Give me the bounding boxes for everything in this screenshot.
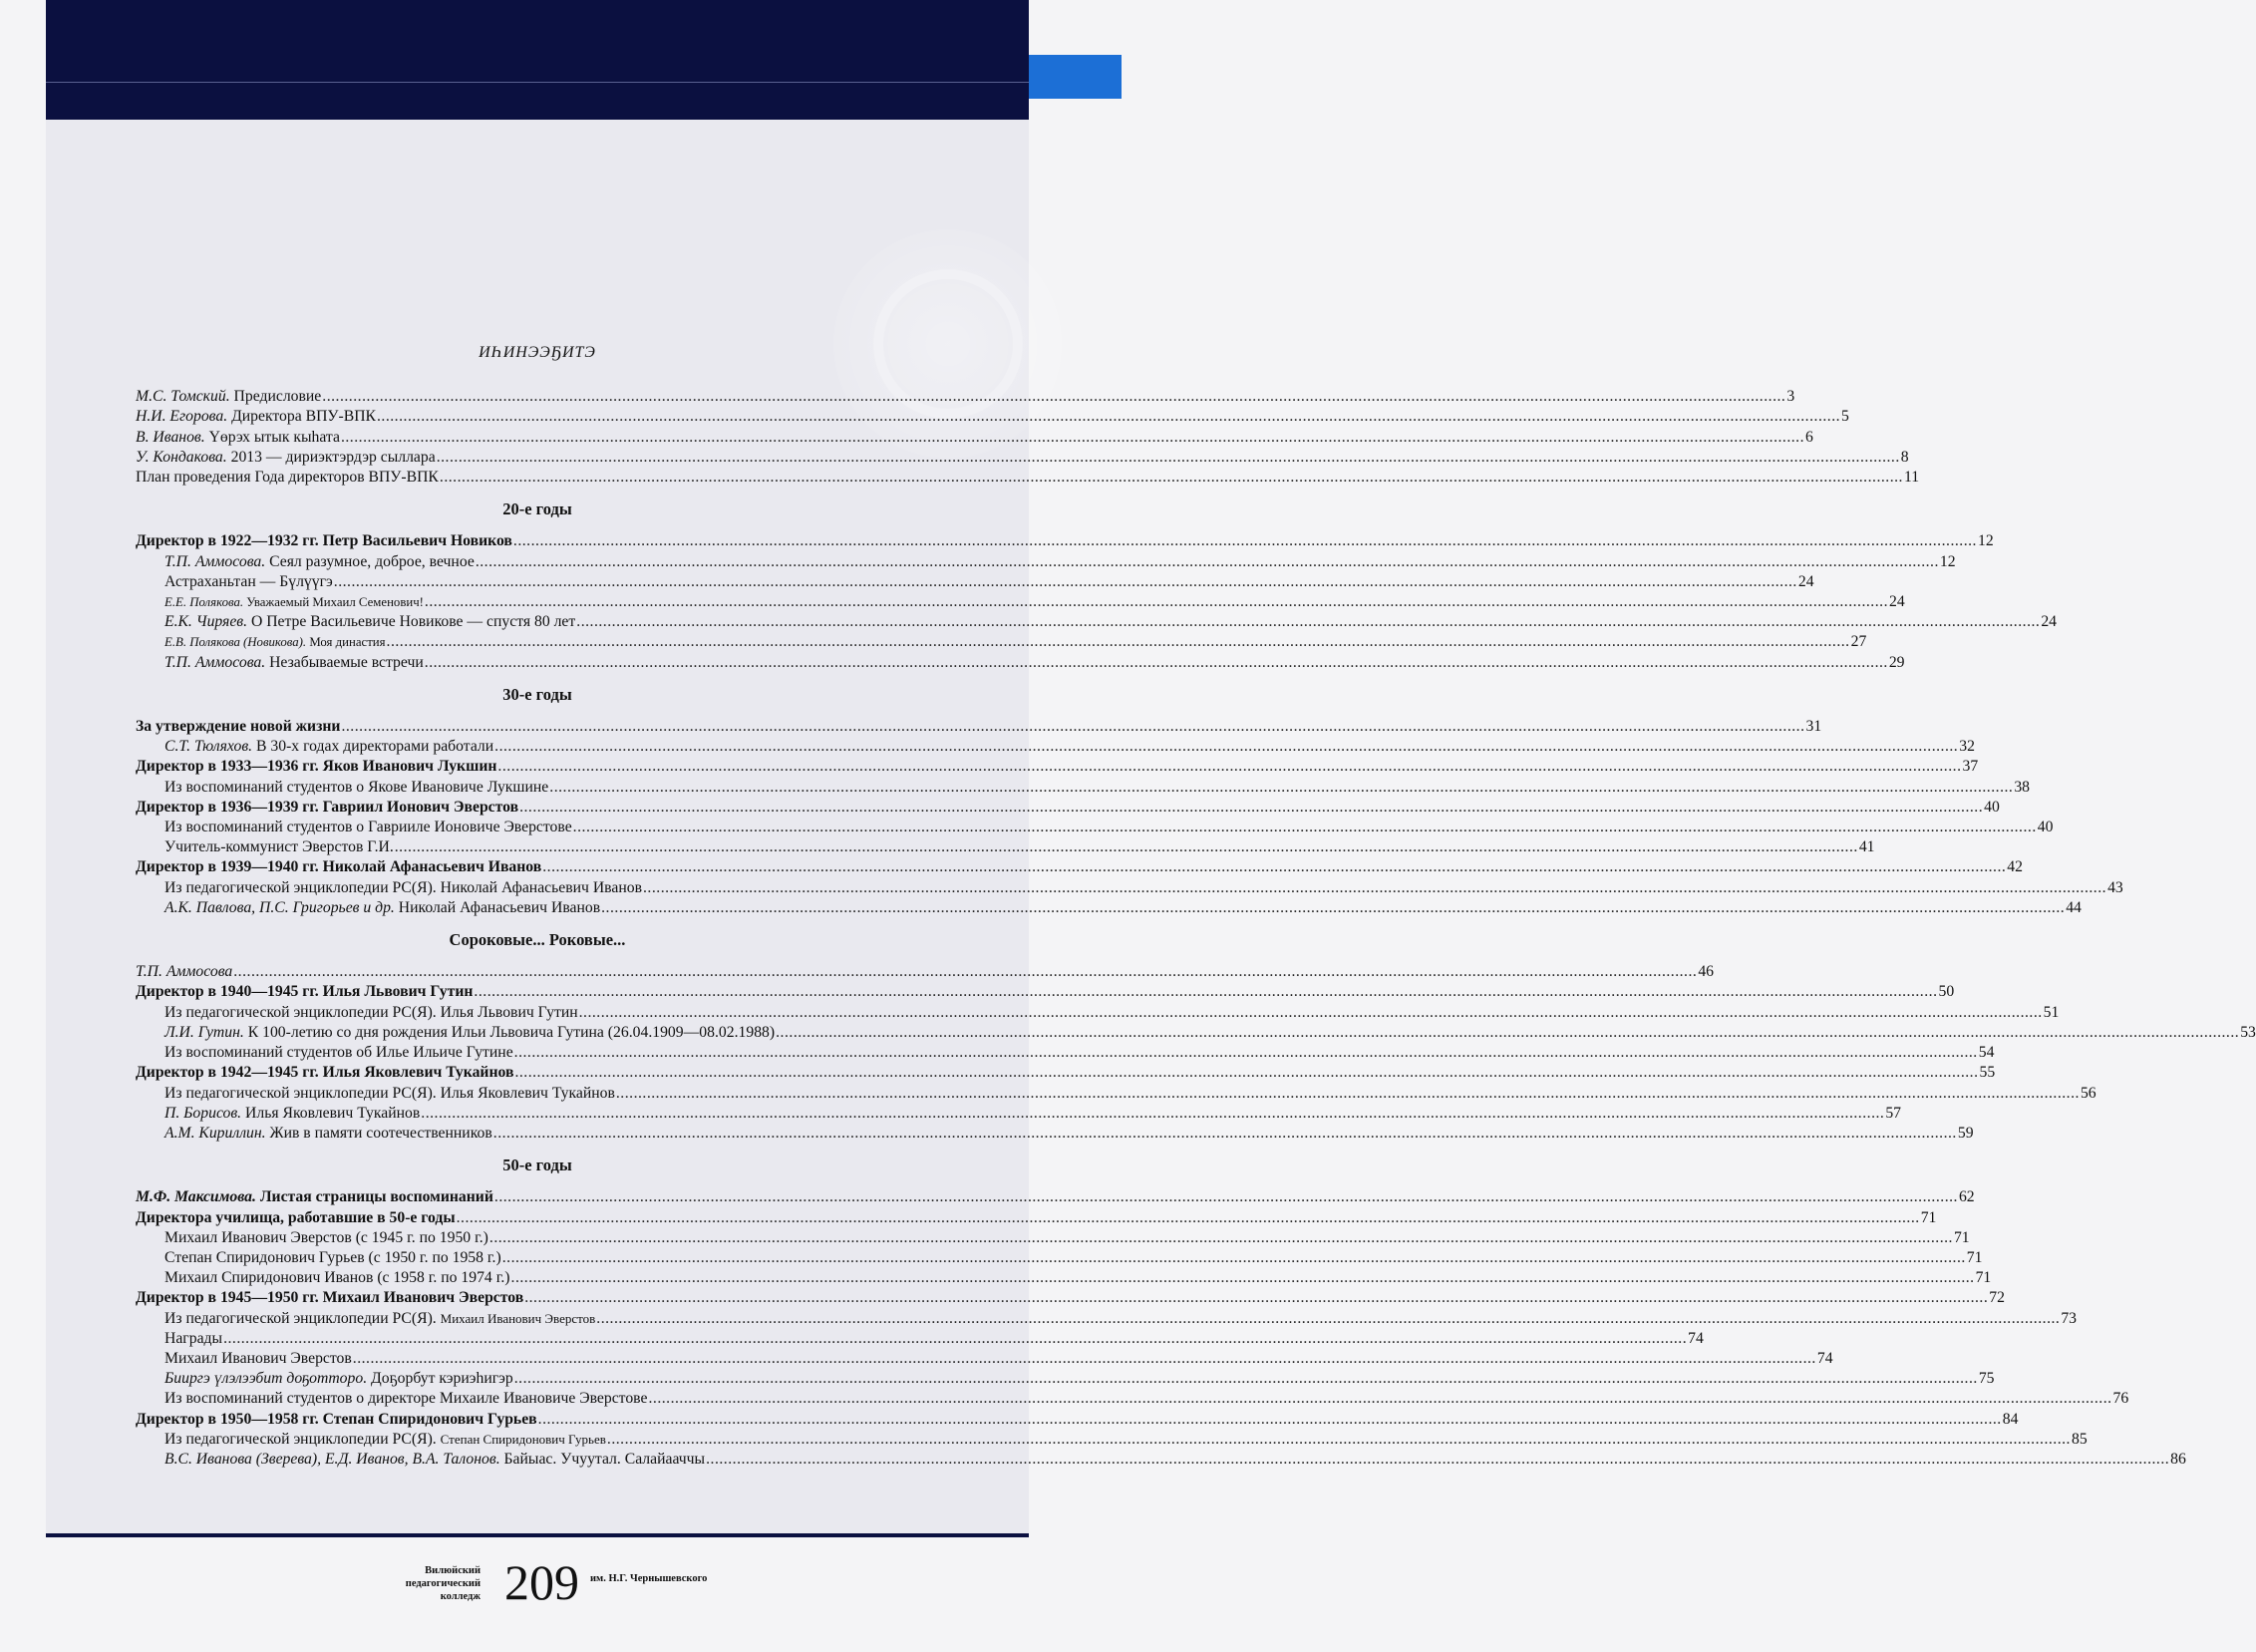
footer xyxy=(0,1550,1122,1630)
toc-entry-page: 62 xyxy=(1958,1188,1975,1206)
toc-entry xyxy=(136,1228,1970,1248)
dot-leader xyxy=(513,531,1977,551)
toc-entry-page: 72 xyxy=(1989,1289,2005,1307)
toc-entry-title: Михаил Иванович Эверстов xyxy=(164,1349,352,1367)
dot-leader xyxy=(542,857,2006,877)
bottom-rule xyxy=(46,1533,1029,1537)
toc-entry xyxy=(136,531,1994,551)
toc-entry xyxy=(136,428,1813,448)
toc-entry xyxy=(136,1309,2078,1329)
dot-leader xyxy=(421,1104,1884,1124)
toc-entry xyxy=(136,878,2123,898)
toc-entry-page: 55 xyxy=(1979,1064,1996,1082)
section-heading: 20-е годы xyxy=(502,499,572,519)
toc-entry-author: Е.Е. Полякова. xyxy=(164,595,244,610)
dot-leader xyxy=(341,428,1804,448)
toc-entry-author: А.М. Кириллин. xyxy=(164,1124,266,1142)
toc-entry-page: 12 xyxy=(1939,552,1956,570)
toc-entry-page: 46 xyxy=(1698,963,1714,981)
dot-leader xyxy=(514,1063,1978,1083)
dot-leader xyxy=(616,1084,2080,1104)
toc-entry-title: Листая страницы воспоминаний xyxy=(259,1188,493,1206)
toc-entry-author: У. Кондакова. xyxy=(136,448,227,466)
toc-entry-page: 24 xyxy=(2041,613,2058,631)
toc-entry xyxy=(136,837,1875,857)
toc-entry-subtitle: Михаил Иванович Эверстов xyxy=(440,1310,596,1326)
toc-entry-page: 42 xyxy=(2007,858,2023,876)
toc-entry-author: Т.П. Аммосова xyxy=(136,963,233,981)
toc-entry-title: Директора ВПУ-ВПК xyxy=(231,408,376,426)
toc-entry-page: 43 xyxy=(2107,878,2123,896)
dot-leader xyxy=(576,612,2040,632)
toc-entry-author: В.С. Иванова (Зверева), Е.Д. Иванов, В.А. Талонов. xyxy=(164,1450,500,1468)
toc-entry-author: Бииргэ үлэлээбит доҕотторо. xyxy=(164,1370,368,1388)
toc-entry-page: 71 xyxy=(1920,1208,1937,1226)
toc-entry-page: 8 xyxy=(1900,448,1909,466)
toc-entry-page: 84 xyxy=(2002,1410,2019,1428)
toc-entry xyxy=(136,1023,2256,1043)
toc-entry-title: Михаил Спиридонович Иванов (с 1958 г. по 1974 г.) xyxy=(164,1269,510,1287)
toc-entry xyxy=(136,1389,2129,1409)
toc-entry-title: Из педагогической энциклопедии РС(Я). Илья Яковлевич Тукайнов xyxy=(164,1084,615,1102)
toc-sections xyxy=(136,499,2256,1470)
dot-leader xyxy=(233,962,1697,982)
toc-entry xyxy=(136,653,1905,673)
toc-entry xyxy=(136,612,2058,632)
page-number: 209 xyxy=(504,1554,579,1610)
dot-leader xyxy=(494,1187,1958,1207)
dot-leader xyxy=(425,653,1888,673)
dot-leader xyxy=(514,1369,1978,1389)
toc-entry-title: Илья Яковлевич Тукайнов xyxy=(245,1104,421,1122)
toc-entry-page: 40 xyxy=(2037,819,2054,836)
toc-entry-title: Жив в памяти соотечественников xyxy=(269,1124,492,1142)
toc-entry xyxy=(136,1208,1937,1228)
dot-leader xyxy=(437,448,1900,468)
toc-entry xyxy=(136,778,2031,798)
toc-entry-page: 41 xyxy=(1858,838,1875,856)
toc-entry-page: 59 xyxy=(1957,1124,1974,1142)
toc-entry-page: 73 xyxy=(2061,1309,2078,1327)
toc-entry-title: Предисловие xyxy=(233,388,322,406)
toc-entry xyxy=(136,898,2082,918)
toc-entry-title: Директор в 1939—1940 гг. Николай Афанасьевич Иванов xyxy=(136,858,542,876)
toc-entry-page: 56 xyxy=(2080,1084,2096,1102)
toc-entry-title: В 30-х годах директорами работали xyxy=(256,738,494,756)
toc-entry-page: 53 xyxy=(2240,1023,2256,1041)
toc-entry xyxy=(136,1349,1833,1369)
toc-entry-page: 32 xyxy=(1959,738,1975,756)
toc-entry-page: 3 xyxy=(1786,388,1795,406)
toc-entry-title: Доҕорбут кэриэһигэр xyxy=(371,1370,513,1388)
toc-entry-author: Т.П. Аммосова. xyxy=(164,552,266,570)
toc-entry-author: М.Ф. Максимова. xyxy=(136,1188,256,1206)
dot-leader xyxy=(489,1228,1953,1248)
toc-entry-title: Үөрэх ытык кыһата xyxy=(208,428,340,446)
toc-entry-title: Степан Спиридонович Гурьев (с 1950 г. по 1958 г.) xyxy=(164,1248,501,1266)
toc-entry-author: П. Борисов. xyxy=(164,1104,242,1122)
toc-entry xyxy=(136,632,1867,652)
toc-entry-page: 51 xyxy=(2043,1003,2060,1021)
toc-entry xyxy=(136,1104,1902,1124)
dot-leader xyxy=(643,878,2106,898)
toc-entry-title: Директор в 1945—1950 гг. Михаил Иванович Эверстов xyxy=(136,1289,524,1307)
footer-college-name: Вилюйский педагогический колледж xyxy=(405,1565,481,1602)
toc-entry xyxy=(136,448,1909,468)
toc-entry-author: А.К. Павлова, П.С. Григорьев и др. xyxy=(164,898,395,916)
dot-leader xyxy=(511,1268,1975,1288)
toc-entry-title: Из педагогической энциклопедии РС(Я). xyxy=(164,1309,437,1327)
toc-entry xyxy=(136,572,1814,592)
toc-entry-title: Из педагогической энциклопедии РС(Я). Николай Афанасьевич Иванов xyxy=(164,878,642,896)
toc-entry-title: Из воспоминаний студентов о Гаврииле Ионовиче Эверстове xyxy=(164,819,572,836)
dot-leader xyxy=(440,468,1903,488)
toc-entry-page: 38 xyxy=(2014,778,2031,796)
dot-leader xyxy=(573,818,2037,837)
toc-entry-title: Из педагогической энциклопедии РС(Я). Илья Львович Гутин xyxy=(164,1003,578,1021)
dot-leader xyxy=(514,1043,1978,1063)
dot-leader xyxy=(223,1329,1687,1349)
toc-entry-title: Николай Афанасьевич Иванов xyxy=(398,898,601,916)
toc-entry-title: Моя династия xyxy=(309,635,386,650)
toc-entry xyxy=(136,1288,2005,1308)
toc-entry-page: 11 xyxy=(1903,469,1920,487)
dot-leader xyxy=(538,1410,2002,1430)
toc-entry-author: Т.П. Аммосова. xyxy=(164,653,266,671)
toc-entry-title: Директор в 1922—1932 гг. Петр Васильевич Новиков xyxy=(136,532,512,550)
toc-entry-page: 71 xyxy=(1975,1269,1992,1287)
dot-leader xyxy=(322,387,1785,407)
toc-entry-page: 5 xyxy=(1841,408,1849,426)
dot-leader xyxy=(776,1023,2239,1043)
toc-entry-page: 76 xyxy=(2112,1390,2129,1408)
toc-entry-page: 57 xyxy=(1885,1104,1902,1122)
toc-entry-page: 74 xyxy=(1816,1349,1833,1367)
toc-entry-title: Директор в 1940—1945 гг. Илья Львович Гутин xyxy=(136,983,474,1001)
toc-entry-page: 31 xyxy=(1805,718,1822,736)
toc-entry-title: К 100-летию со дня рождения Ильи Львовича Гутина (26.04.1909—08.02.1988) xyxy=(247,1023,776,1041)
table-of-contents xyxy=(136,343,2256,1470)
toc-entry-title: Незабываемые встречи xyxy=(269,653,424,671)
toc-entry-page: 12 xyxy=(1977,532,1994,550)
toc-entry-author: М.С. Томский. xyxy=(136,388,230,406)
toc-entry xyxy=(136,757,1979,777)
dot-leader xyxy=(476,552,1939,572)
dot-leader xyxy=(457,1208,1920,1228)
toc-entry-title: Из воспоминаний студентов об Илье Ильиче Гутине xyxy=(164,1044,513,1062)
dot-leader xyxy=(474,982,1937,1002)
toc-entry xyxy=(136,962,1714,982)
toc-entry xyxy=(136,1124,1974,1144)
toc-entry-title: Директор в 1950—1958 гг. Степан Спиридонович Гурьев xyxy=(136,1410,537,1428)
toc-entry-title: Учитель-коммунист Эверстов Г.И. xyxy=(164,838,394,856)
toc-entry xyxy=(136,468,1920,488)
toc-entry-page: 40 xyxy=(1984,798,2000,816)
toc-entry-title: Директора училища, работавшие в 50-е годы xyxy=(136,1208,456,1226)
dot-leader xyxy=(524,1288,1988,1308)
toc-entry-page: 44 xyxy=(2066,898,2082,916)
dot-leader xyxy=(497,757,1961,777)
toc-entry-title: Директор в 1933—1936 гг. Яков Иванович Лукшин xyxy=(136,758,497,776)
toc-entry-author: Н.И. Егорова. xyxy=(136,408,228,426)
dot-leader xyxy=(519,798,1983,818)
dot-leader xyxy=(607,1430,2071,1450)
toc-entry xyxy=(136,592,1905,612)
toc-entry-subtitle: Степан Спиридонович Гурьев xyxy=(440,1431,606,1447)
toc-entry xyxy=(136,1369,1995,1389)
toc-title: ИҺИНЭЭҔИТЭ xyxy=(479,344,596,361)
top-band xyxy=(46,0,1029,120)
toc-entry-title: О Петре Васильевиче Новикове — спустя 80 лет xyxy=(250,613,576,631)
side-tab xyxy=(1029,55,1122,99)
section-heading: Сороковые... Роковые... xyxy=(449,930,626,950)
footer-college-suffix: им. Н.Г. Чернышевского xyxy=(590,1573,708,1584)
toc-entry xyxy=(136,407,1849,427)
toc-entry xyxy=(136,1329,1704,1349)
toc-entry-title: Уважаемый Михаил Семенович! xyxy=(246,595,424,610)
dot-leader xyxy=(648,1389,2111,1409)
toc-entry-page: 86 xyxy=(2170,1450,2186,1468)
dot-leader xyxy=(334,572,1797,592)
toc-entry xyxy=(136,982,1955,1002)
toc-entry xyxy=(136,1450,2186,1470)
toc-entry xyxy=(136,1063,1996,1083)
toc-entry-page: 24 xyxy=(1888,593,1905,611)
toc-entry xyxy=(136,1003,2060,1023)
toc-entry xyxy=(136,1084,2096,1104)
toc-entry-author: В. Иванов. xyxy=(136,428,205,446)
toc-entry-title: Сеял разумное, доброе, вечное xyxy=(269,552,475,570)
dot-leader xyxy=(706,1450,2169,1470)
toc-entry-title: 2013 — дириэктэрдэр сыллара xyxy=(230,448,436,466)
toc-entry-title: Директор в 1942—1945 гг. Илья Яковлевич Тукайнов xyxy=(136,1064,514,1082)
toc-entry-page: 85 xyxy=(2071,1430,2088,1448)
dot-leader xyxy=(502,1248,1966,1268)
toc-entry-page: 71 xyxy=(1953,1228,1970,1246)
dot-leader xyxy=(353,1349,1816,1369)
toc-entry-page: 50 xyxy=(1938,983,1955,1001)
toc-entry xyxy=(136,857,2023,877)
dot-leader xyxy=(549,778,2013,798)
toc-entry-title: План проведения Года директоров ВПУ-ВПК xyxy=(136,469,439,487)
toc-entry-title: Директор в 1936—1939 гг. Гавриил Ионович Эверстов xyxy=(136,798,519,816)
toc-entry xyxy=(136,1248,1983,1268)
dot-leader xyxy=(596,1309,2060,1329)
toc-entry-page: 54 xyxy=(1978,1044,1995,1062)
toc-entry-page: 74 xyxy=(1688,1329,1704,1347)
toc-entry xyxy=(136,1043,1995,1063)
toc-entry-title: Из педагогической энциклопедии РС(Я). xyxy=(164,1430,437,1448)
section-heading: 50-е годы xyxy=(502,1156,572,1175)
dot-leader xyxy=(387,632,1850,652)
toc-entry xyxy=(136,1268,1992,1288)
toc-entry xyxy=(136,717,1822,737)
toc-entry-title: За утверждение новой жизни xyxy=(136,718,341,736)
toc-entry-title: Из воспоминаний студентов о Якове Ивановиче Лукшине xyxy=(164,778,549,796)
toc-entry-author: Е.В. Полякова (Новикова). xyxy=(164,635,307,650)
toc-entry-page: 6 xyxy=(1805,428,1813,446)
toc-entry-author: С.Т. Тюляхов. xyxy=(164,738,253,756)
toc-entry xyxy=(136,1187,1975,1207)
toc-entry-title: Из воспоминаний студентов о директоре Михаиле Ивановиче Эверстове xyxy=(164,1390,648,1408)
dot-leader xyxy=(601,898,2065,918)
toc-entry-title: Награды xyxy=(164,1329,223,1347)
toc-entry xyxy=(136,1410,2019,1430)
toc-entry xyxy=(136,387,1795,407)
toc-intro xyxy=(136,387,1920,488)
toc-entry-author: Л.И. Гутин. xyxy=(164,1023,244,1041)
toc-entry xyxy=(136,737,1975,757)
dot-leader xyxy=(395,837,1858,857)
toc-entry-title: Астраханьтан — Бүлүүгэ xyxy=(164,572,333,590)
toc-entry xyxy=(136,818,2054,837)
dot-leader xyxy=(377,407,1840,427)
toc-entry xyxy=(136,798,2000,818)
toc-entry xyxy=(136,552,1956,572)
toc-entry-title: Байыас. Учуутал. Салайааччы xyxy=(503,1450,706,1468)
dot-leader xyxy=(579,1003,2043,1023)
toc-entry-title: Михаил Иванович Эверстов (с 1945 г. по 1950 г.) xyxy=(164,1228,488,1246)
toc-entry-page: 27 xyxy=(1850,633,1867,651)
dot-leader xyxy=(341,717,1804,737)
toc-entry-page: 37 xyxy=(1962,758,1979,776)
section-heading: 30-е годы xyxy=(502,684,572,704)
toc-entry-page: 71 xyxy=(1966,1248,1983,1266)
toc-entry xyxy=(136,1430,2088,1450)
dot-leader xyxy=(494,737,1958,757)
toc-entry-page: 75 xyxy=(1978,1370,1995,1388)
dot-leader xyxy=(493,1124,1957,1144)
toc-entry-author: Е.К. Чиряев. xyxy=(164,613,248,631)
toc-entry-page: 24 xyxy=(1797,572,1814,590)
dot-leader xyxy=(425,592,1888,612)
toc-entry-page: 29 xyxy=(1888,653,1905,671)
